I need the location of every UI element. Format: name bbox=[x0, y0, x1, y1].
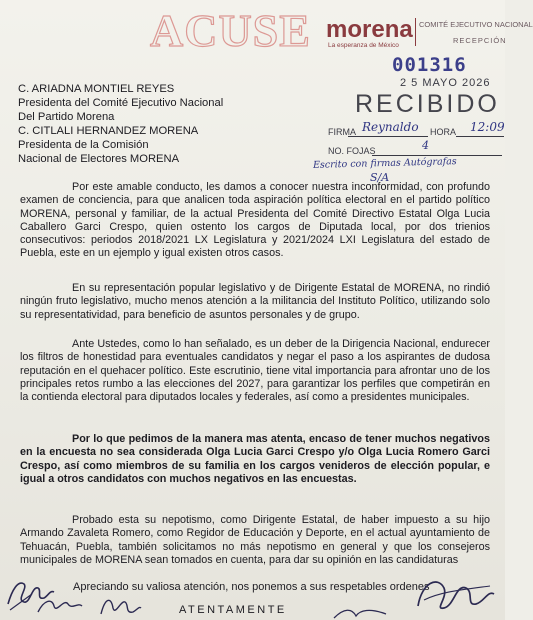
morena-tagline: La esperanza de México bbox=[328, 42, 399, 49]
paragraph-5: Probado esta su nepotismo, como Dirigente Estatal, de haber impuesto a su hijo Armando Zavaleta Romero, como Regidor de Educación y Deporte, en el actual ayuntamiento de Tehuacán, Puebla, también solicitamos no más nepotismo en general y que los consejeros municipales de MORENA sean tomados en cuenta, para dar su opinión en las candidaturas bbox=[20, 514, 490, 566]
hora-value: 12:09 bbox=[470, 120, 505, 134]
reception-stamp bbox=[312, 14, 533, 184]
firma-line bbox=[348, 136, 428, 137]
paragraph-4: Por lo que pedimos de la manera mas atenta, encaso de tener muchos negativos en la encuesta no sea considerada Olga Lucia Garci Crespo y/o Olga Lucia Romero Garci Crespo, así como miembros de su familia en los cargos venideros de elección popular, e igual a otros candidatos con muchos negativos en las encuestas. bbox=[20, 433, 490, 485]
firma-value: Reynaldo bbox=[362, 120, 419, 134]
fojas-label: NO. FOJAS bbox=[328, 146, 376, 156]
acuse-stamp: ACUSE bbox=[150, 5, 311, 56]
committee-name: COMITÉ EJECUTIVO NACIONAL bbox=[419, 20, 533, 29]
signature-bottom bbox=[330, 604, 390, 620]
fojas-value: 4 bbox=[422, 139, 429, 152]
firma-label: FIRMA bbox=[328, 127, 356, 137]
folio-number: 001316 bbox=[392, 54, 467, 76]
signature-right bbox=[410, 570, 500, 620]
recibido-label: RECIBIDO bbox=[355, 90, 500, 118]
addressee-party-1: Del Partido Morena bbox=[18, 111, 115, 123]
handwritten-note: Escrito con firmas Autógrafas bbox=[312, 156, 457, 171]
addressee-title-2: Presidenta de la Comisión bbox=[18, 139, 149, 151]
addressee-title-1: Presidenta del Comité Ejecutivo Nacional bbox=[18, 97, 224, 109]
hora-line bbox=[456, 136, 504, 137]
handwritten-note-sa: S/A bbox=[370, 171, 390, 184]
reception-date: 2 5 MAYO 2026 bbox=[400, 77, 491, 89]
signature-left-2 bbox=[34, 592, 86, 620]
paragraph-2: En su representación popular legislativo y de Dirigente Estatal de MORENA, no rindió ningún fruto legislativo, mucho menos atención a la militancia del Instituto Político, utilizando solo su representatividad, para beneficio de asuntos personales y de grupo. bbox=[20, 282, 490, 321]
addressee-name-1: C. ARIADNA MONTIEL REYES bbox=[18, 83, 175, 95]
hora-label: HORA bbox=[430, 127, 457, 137]
addressee-org-2: Nacional de Electores MORENA bbox=[18, 153, 180, 165]
signature-center bbox=[95, 592, 143, 620]
addressee-name-2: C. CITLALI HERNANDEZ MORENA bbox=[18, 125, 199, 137]
signoff: ATENTAMENTE bbox=[179, 604, 287, 616]
paragraph-1: Por este amable conducto, les damos a conocer nuestra inconformidad, con profundo examen de conciencia, para que analicen toda aspiración política electoral en el partido político MORENA, personal y familiar, de la actual Presidenta del Comité Directivo Estatal Olga Lucia Caballero Garci Crespo, quien ostento los cargos de Diputada local, por dos trienios consecutivos: periodos 2018/2021 LX Legislatura y 2021/2024 LXI Legislatura del estado de Puebla, este en un ejemplo y igual existen otros casos. bbox=[20, 181, 490, 260]
stamp-divider bbox=[415, 18, 416, 46]
morena-logo: morena bbox=[326, 16, 413, 43]
closing-line: Apreciando su valiosa atención, nos ponemos a sus respetables ordenes bbox=[73, 581, 430, 593]
department-label: RECEPCIÓN bbox=[453, 36, 507, 45]
paragraph-3: Ante Ustedes, como lo han señalado, es un deber de la Dirigencia Nacional, endurecer los filtros de honestidad para eventuales candidatos y negar el paso a los aspirantes de dudosa reputación en el quehacer político. Este escrutinio, tiene vital importancia para afrontar uno de los principales retos rumbo a las elecciones del 2027, para garantizar los perfiles que competirán en la contienda electoral para diputados locales y federales, así como a presidentes municipales. bbox=[20, 338, 490, 404]
